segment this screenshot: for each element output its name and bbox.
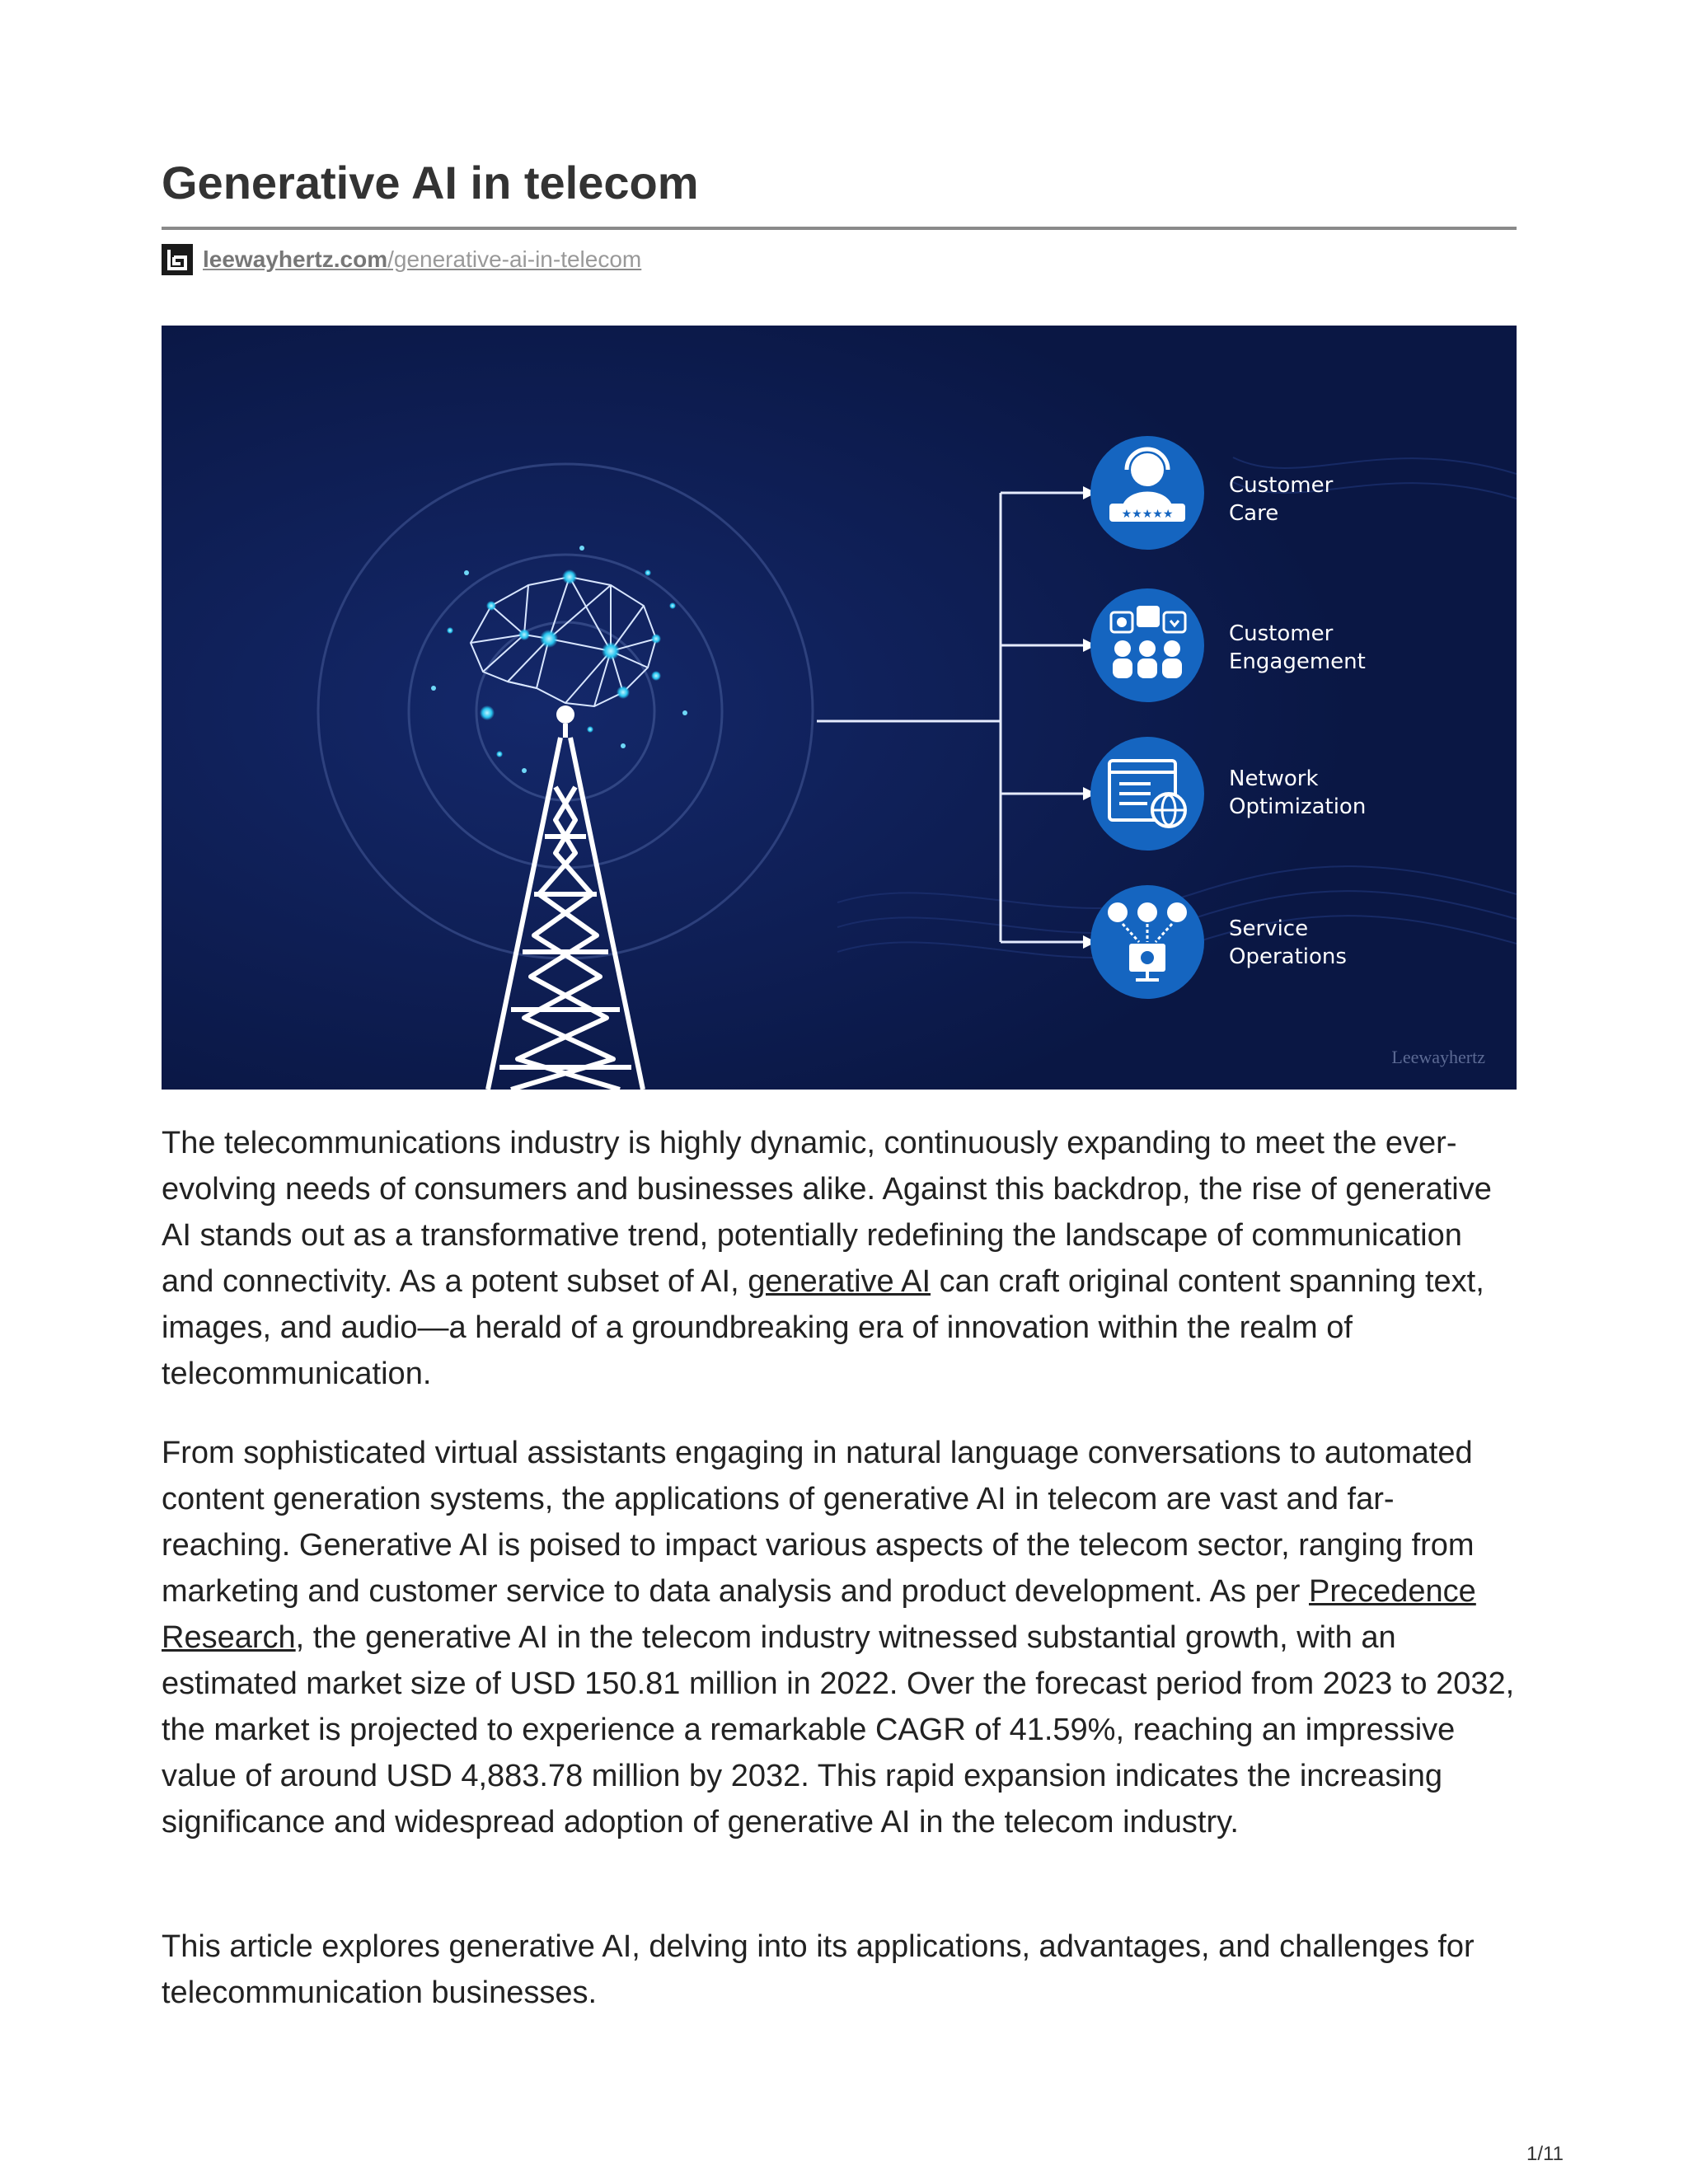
paragraph-intro [162,1120,1517,1397]
page-title: Generative AI in telecom [162,157,699,209]
paragraph-market-text-a: From sophisticated virtual assistants engaging in natural language conversations to automated content generation systems, the applications of generative AI in telecom are vast and far-reaching. Generative AI is poised to impact various aspects of the telecom sector, ranging from marketing and customer service to data analysis and product development. As per [162,1436,1475,1609]
generative-ai-link[interactable]: generative AI [748,1264,931,1299]
service-operations-icon [1090,885,1204,999]
label-service-operations [1229,915,1347,971]
label-service-operations-line2: Operations [1229,944,1347,969]
paragraph-overview: This article explores generative AI, delving into its applications, advantages, and challenges for telecommunication businesses. [162,1929,1475,2010]
customer-engagement-icon [1090,588,1204,702]
source-link[interactable] [203,246,641,273]
customer-care-icon [1090,436,1204,550]
label-service-operations-line1: Service [1229,916,1309,941]
label-customer-care [1229,471,1333,527]
label-network-optimization-line2: Optimization [1229,794,1367,819]
image-watermark: Leewayhertz [1391,1047,1485,1067]
svg-text:★★★★★: ★★★★★ [1121,508,1174,521]
paragraph-market [162,1430,1517,1845]
label-customer-engagement [1229,620,1366,676]
page-number: 1/11 [1526,2143,1564,2165]
source-row [162,243,641,276]
label-network-optimization-line1: Network [1229,766,1319,791]
label-customer-engagement-line2: Engagement [1229,649,1366,674]
label-customer-care-line1: Customer [1229,473,1334,498]
paragraph-intro-text-a: The telecommunications industry is highly dynamic, continuously expanding to meet the ever-evolving needs of consumers and businesses alike. Against this backdrop, the rise of generative AI stands out as a transformative trend, potentially redefining the landscape of communication and connectivity. As a potent subset of AI, [162,1126,1492,1299]
label-customer-care-line2: Care [1229,501,1279,526]
source-domain: leewayhertz.com [203,246,388,272]
label-network-optimization [1229,765,1366,821]
leewayhertz-favicon-icon [162,244,193,275]
network-optimization-icon [1090,737,1204,851]
paragraph-intro-text-b: can craft original content spanning text, images, and audio—a herald of a groundbreaking era of innovation within the realm of telecommunication. [162,1264,1484,1391]
source-path: /generative-ai-in-telecom [387,246,642,272]
hero-image [162,326,1517,1090]
title-divider [162,227,1517,230]
paragraph-market-text-b: , the generative AI in the telecom industry witnessed substantial growth, with an estimated market size of USD 150.81 million in 2022. Over the forecast period from 2023 to 2032, the market is projected to experience a remarkable CAGR of 41.59%, reaching an impressive value of around USD 4,883.78 million by 2032. This rapid expansion indicates the increasing significance and widespread adoption of generative AI in the telecom industry. [162,1620,1515,1840]
hero-illustration [162,326,1517,1090]
precedence-research-link[interactable]: Precedence Research [162,1574,1476,1655]
label-customer-engagement-line1: Customer [1229,621,1334,646]
